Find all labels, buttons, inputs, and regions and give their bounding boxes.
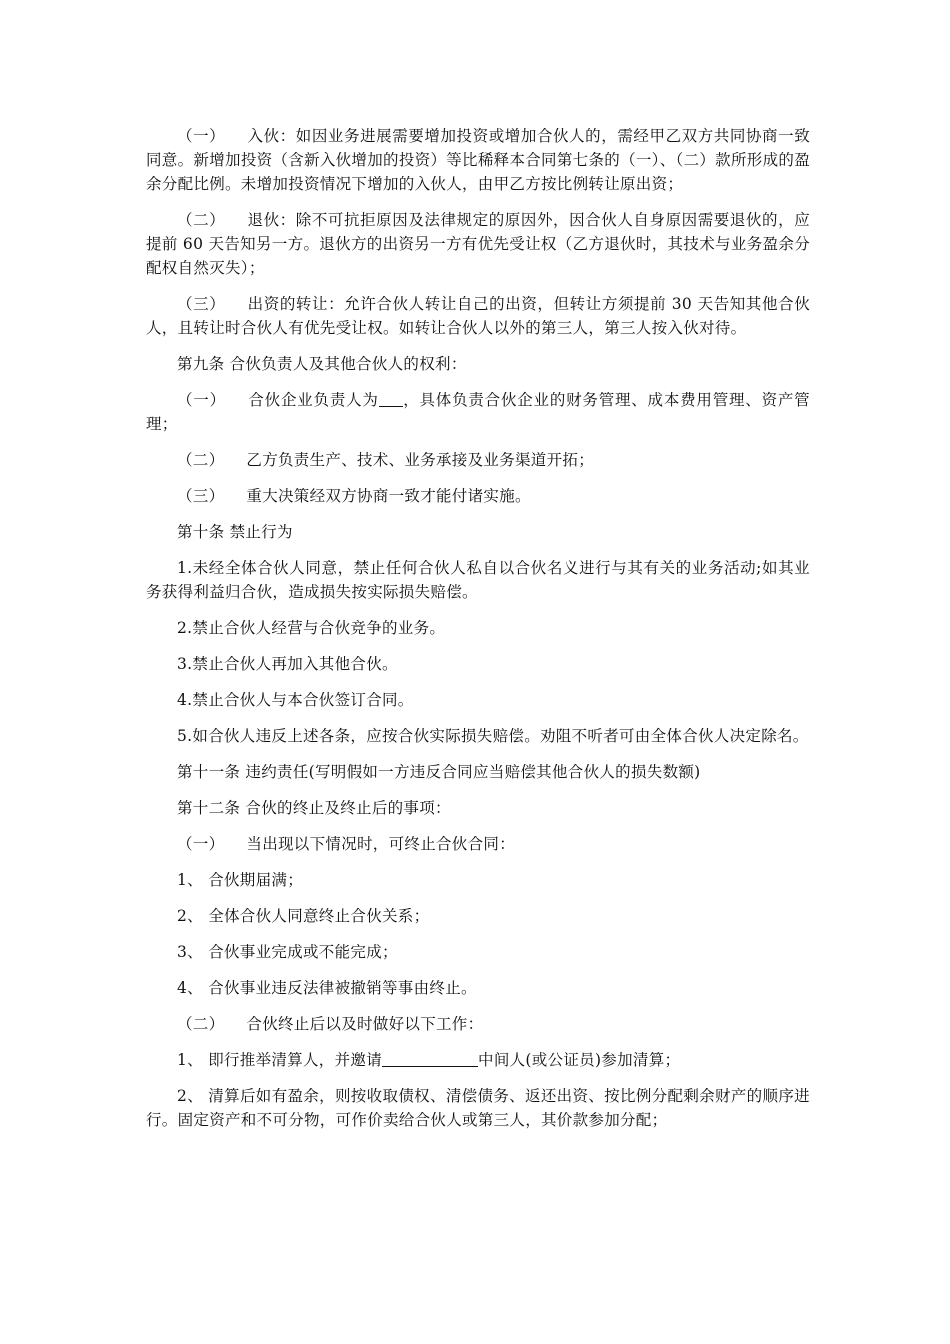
item-number: 1、 bbox=[177, 1051, 203, 1069]
clause-text: 出资的转让：允许合伙人转让自己的出资，但转让方须提前 30 天告知其他合伙人，且转让时合伙人有优先受让权。如转让合伙人以外的第三人，第三人按入伙对待。 bbox=[146, 295, 810, 337]
prohibition-2 bbox=[146, 616, 810, 640]
clause-text: 2.禁止合伙人经营与合伙竞争的业务。 bbox=[177, 619, 446, 637]
clause-major-decisions bbox=[146, 484, 810, 508]
fill-in-blank[interactable] bbox=[382, 1050, 478, 1067]
post-termination-item-2 bbox=[146, 1084, 810, 1132]
clause-text: 合伙事业完成或不能完成； bbox=[208, 943, 398, 961]
termination-item-2 bbox=[146, 904, 810, 928]
clause-text: 退伙：除不可抗拒原因及法律规定的原因外，因合伙人自身原因需要退伙的，应提前 60 天告知另一方。退伙方的出资另一方有优先受让权（乙方退伙时，其技术与业务盈余分配权自然灭失）； bbox=[146, 211, 810, 277]
fill-in-blank[interactable] bbox=[379, 390, 403, 407]
clause-text: 合伙企业负责人为 bbox=[247, 391, 379, 409]
clause-text: ，具体负责合伙企业的财务管理、成本费用管理、资产管理； bbox=[146, 391, 810, 433]
article-heading-10 bbox=[146, 520, 810, 544]
item-number: （二） bbox=[177, 211, 226, 229]
item-number: （一） bbox=[177, 835, 225, 853]
item-number: 2、 bbox=[177, 1087, 204, 1105]
item-number: （二） bbox=[177, 1015, 225, 1033]
clause-text: 全体合伙人同意终止合伙关系； bbox=[208, 907, 430, 925]
article-heading-9 bbox=[146, 352, 810, 376]
clause-text: 合伙事业违反法律被撤销等事由终止。 bbox=[208, 979, 477, 997]
clause-text: 重大决策经双方协商一致才能付诸实施。 bbox=[246, 487, 531, 505]
clause-text: 当出现以下情况时，可终止合伙合同： bbox=[246, 835, 516, 853]
heading-text: 第十二条 合伙的终止及终止后的事项： bbox=[177, 799, 451, 817]
clause-capital-transfer bbox=[146, 292, 810, 340]
clause-text: 中间人(或公证员)参加清算； bbox=[478, 1051, 681, 1069]
heading-text: 第十条 禁止行为 bbox=[177, 523, 293, 541]
post-termination-item-1 bbox=[146, 1048, 810, 1072]
item-number: 3、 bbox=[177, 943, 203, 961]
clause-text: 乙方负责生产、技术、业务承接及业务渠道开拓； bbox=[246, 451, 595, 469]
item-number: 2、 bbox=[177, 907, 203, 925]
item-number: （一） bbox=[177, 391, 226, 409]
item-number: 1、 bbox=[177, 871, 203, 889]
clause-text: 即行推举清算人，并邀请 bbox=[208, 1051, 383, 1069]
prohibition-1 bbox=[146, 556, 810, 604]
clause-text: 1.未经全体合伙人同意，禁止任何合伙人私自以合伙名义进行与其有关的业务活动;如其业务获得利益归合伙，造成损失按实际损失赔偿。 bbox=[146, 559, 810, 601]
item-number: （三） bbox=[177, 487, 225, 505]
clause-text: 4.禁止合伙人与本合伙签订合同。 bbox=[177, 691, 414, 709]
clause-withdrawal bbox=[146, 208, 810, 280]
heading-text: 第十一条 违约责任(写明假如一方违反合同应当赔偿其他合伙人的损失数额) bbox=[177, 763, 701, 781]
item-number: （二） bbox=[177, 451, 225, 469]
clause-text: 入伙：如因业务进展需要增加投资或增加合伙人的，需经甲乙双方共同协商一致同意。新增加投资（含新入伙增加的投资）等比稀释本合同第七条的（一）、（二）款所形成的盈余分配比例。未增加投资情况下增加的入伙人，由甲乙方按比例转让原出资； bbox=[146, 127, 810, 193]
prohibition-3 bbox=[146, 652, 810, 676]
clause-responsible-person bbox=[146, 388, 810, 436]
clause-admission bbox=[146, 124, 810, 196]
item-number: （三） bbox=[177, 295, 226, 313]
clause-text: 5.如合伙人违反上述各条，应按合伙实际损失赔偿。劝阻不听者可由全体合伙人决定除名。 bbox=[177, 727, 809, 745]
clause-text: 合伙终止后以及时做好以下工作： bbox=[246, 1015, 484, 1033]
clause-termination-conditions bbox=[146, 832, 810, 856]
article-heading-12 bbox=[146, 796, 810, 820]
clause-text: 合伙期届满； bbox=[208, 871, 304, 889]
heading-text: 第九条 合伙负责人及其他合伙人的权利： bbox=[177, 355, 467, 373]
clause-text: 清算后如有盈余，则按收取债权、清偿债务、返还出资、按比例分配剩余财产的顺序进行。固定资产和不可分物，可作价卖给合伙人或第三人，其价款参加分配； bbox=[146, 1087, 810, 1129]
article-heading-11 bbox=[146, 760, 810, 784]
clause-post-termination bbox=[146, 1012, 810, 1036]
item-number: （一） bbox=[177, 127, 226, 145]
termination-item-4 bbox=[146, 976, 810, 1000]
termination-item-1 bbox=[146, 868, 810, 892]
prohibition-5 bbox=[146, 724, 810, 748]
document-body bbox=[146, 124, 810, 1144]
clause-text: 3.禁止合伙人再加入其他合伙。 bbox=[177, 655, 398, 673]
prohibition-4 bbox=[146, 688, 810, 712]
termination-item-3 bbox=[146, 940, 810, 964]
clause-party-b-duties bbox=[146, 448, 810, 472]
item-number: 4、 bbox=[177, 979, 203, 997]
